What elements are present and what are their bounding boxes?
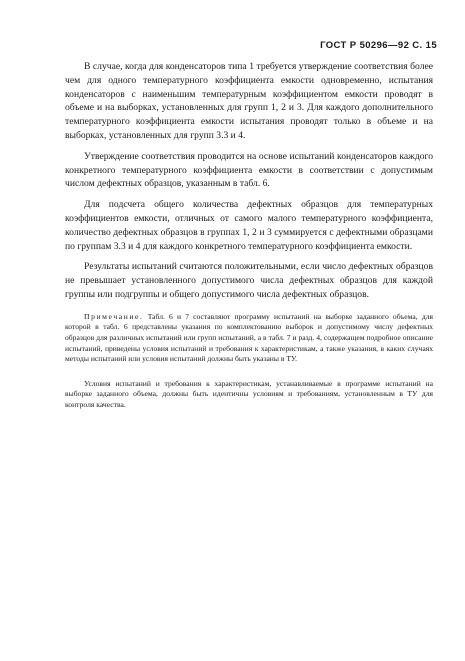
paragraph-conformity: Утверждение соответствия проводится на основе испытаний конденсаторов каждого конкретного температурного коэффициента емкости в соответствии с допустимым числом дефектных образцов, указанным в табл. 6. [65,150,433,190]
final-paragraph: Условия испытаний и требования к характеристикам, устанавливаемые в программе испытаний на выборке заданного объема, должны быть идентичны условиям и требованиям, установленным в ТУ для контроля качества. [65,378,433,409]
page-header: ГОСТ Р 50296—92 С. 15 [320,40,437,51]
document-body [65,60,433,411]
note-title: Примечание. [84,311,144,321]
paragraph-multiple-tce: В случае, когда для конденсаторов типа 1 требуется утверждение соответствия более чем для одного температурного коэффициента емкости одновременно, испытания конденсаторов с наименьшим температурным коэффициентом емкости проводят в объеме и на выборках, установленных для групп 1, 2 и 3. Для каждого дополнительного температурного коэффициента емкости испытания проводят только в объеме и на выборках, установленных для групп 3.3 и 4. [65,61,433,141]
paragraph-results: Результаты испытаний считаются положительными, если число дефектных образцов не превышает установленного допустимого числа дефектных образцов для каждой группы или подгруппы и общего допустимого числа дефектных образцов. [65,261,433,300]
note-text: Табл. 6 и 7 составляют программу испытаний на выборке заданного объема, для которой в табл. 6 представлены указания по комплектованию выборок и допустимому числу дефектных образцов для различных испытаний или групп испытаний, а в табл. 7 и разд. 4, содержащем подробное описание испытаний, приведены условия испытаний и требования к характеристикам, а также указания, в каких случаях методы испытаний или условия испытаний должны быть указаны в ТУ. [65,311,434,364]
paragraph-defect-count: Для подсчета общего количества дефектных образцов для температурных коэффициентов емкости, отличных от самого малого температурного коэффициента, количество дефектных образцов в группах 1, 2 и 3 суммируется с дефектными образцами по группам 3.3 и 4 для каждого конкретного температурного коэффициента емкости. [65,199,433,252]
note-paragraph [65,312,433,365]
